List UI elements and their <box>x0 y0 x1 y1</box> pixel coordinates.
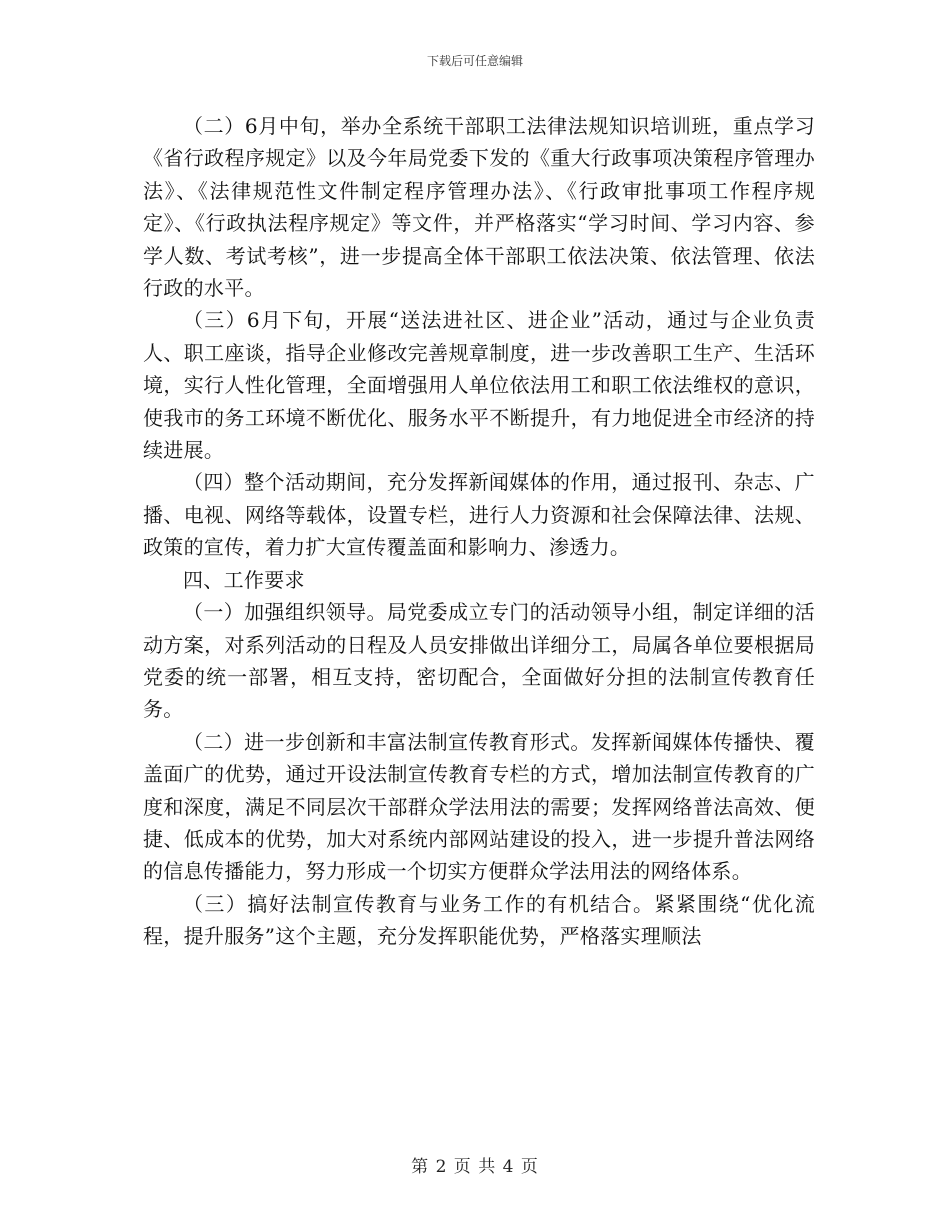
paragraph-leadership: （一）加强组织领导。局党委成立专门的活动领导小组，制定详细的活动方案，对系列活动的日程及人员安排做出详细分工，局属各单位要根据局党委的统一部署，相互支持，密切配合，全面做好分担的法制宣传教育任务。 <box>143 600 815 722</box>
paragraph-community-activity: （三）6月下旬，开展“送法进社区、进企业”活动，通过与企业负责人、职工座谈，指导企业修改完善规章制度，进一步改善职工生产、生活环境，实行人性化管理，全面增强用人单位依法用工和职工依法维权的意识，使我市的务工环境不断优化、服务水平不断提升，有力地促进全市经济的持续进展。 <box>143 308 815 463</box>
paragraph-business-integration: （三）搞好法制宣传教育与业务工作的有机结合。紧紧围绕“优化流程，提升服务”这个主题，充分发挥职能优势，严格落实理顺法 <box>143 891 815 949</box>
page-footer: 第 2 页 共 4 页 <box>411 1157 539 1177</box>
paragraph-education-forms: （二）进一步创新和丰富法制宣传教育形式。发挥新闻媒体传播快、覆盖面广的优势，通过开设法制宣传教育专栏的方式，增加法制宣传教育的广度和深度，满足不同层次干部群众学法用法的需要；发挥网络普法高效、便捷、低成本的优势，加大对系统内部网站建设的投入，进一步提升普法网络的信息传播能力，努力形成一个切实方便群众学法用法的网络体系。 <box>143 729 815 884</box>
page-header: 下载后可任意编辑 <box>426 54 523 68</box>
document-body <box>143 110 815 953</box>
paragraph-training: （二）6月中旬，举办全系统干部职工法律法规知识培训班，重点学习《省行政程序规定》以及今年局党委下发的《重大行政事项决策程序管理办法》、《法律规范性文件制定程序管理办法》、《行政审批事项工作程序规定》、《行政执法程序规定》等文件，并严格落实“学习时间、学习内容、参学人数、考试考核”，进一步提高全体干部职工依法决策、依法管理、依法行政的水平。 <box>143 114 815 301</box>
paragraph-media-publicity: （四）整个活动期间，充分发挥新闻媒体的作用，通过报刊、杂志、广播、电视、网络等载体，设置专栏，进行人力资源和社会保障法律、法规、政策的宣传，着力扩大宣传覆盖面和影响力、渗透力。 <box>143 470 815 560</box>
section-heading-requirements: 四、工作要求 <box>183 567 305 592</box>
